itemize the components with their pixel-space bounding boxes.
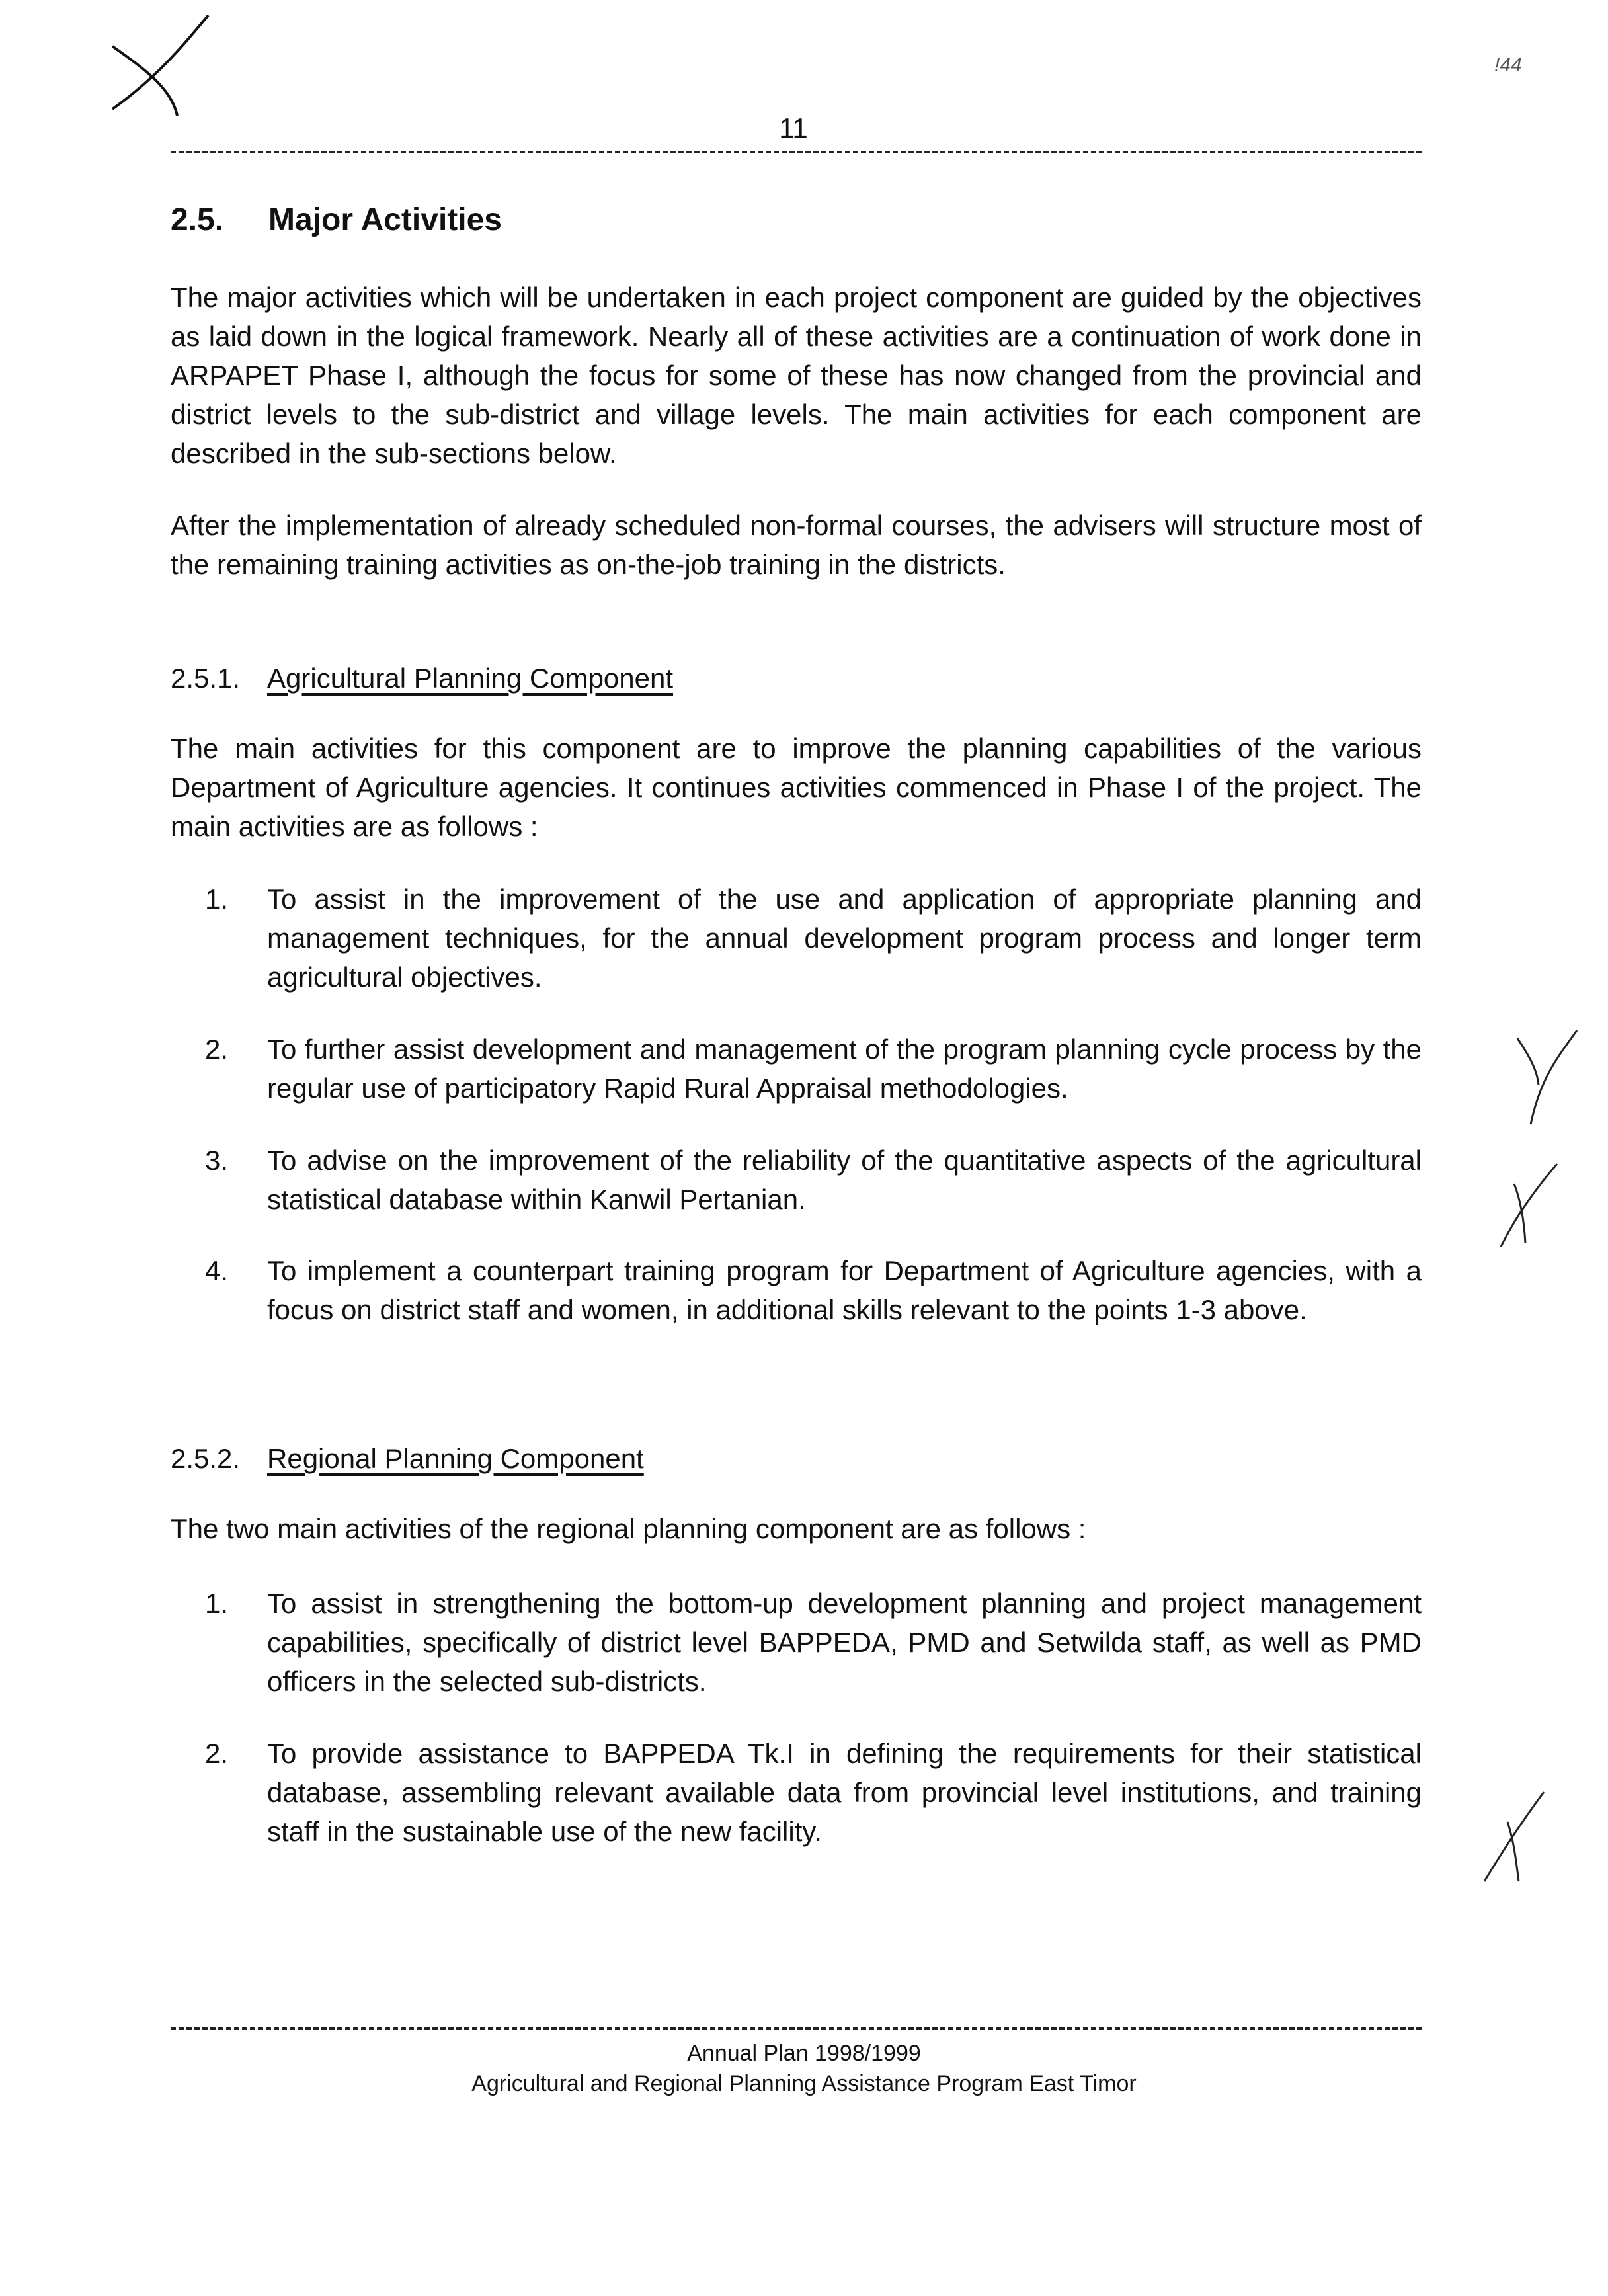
subsection-number: 2.5.1. — [171, 663, 241, 694]
regional-intro: The two main activities of the regional planning component are as follows : — [171, 1513, 1086, 1544]
subsection-title: Regional Planning Component — [267, 1443, 644, 1474]
list-item: 1. To assist in the improvement of the use and application of appropriate planning and management techniques, for the annual development program process and longer term agricultural objectives. — [205, 883, 1422, 993]
large-x-mark-icon — [99, 10, 218, 122]
footer-divider — [171, 2027, 1422, 2030]
footer-plan-title: Annual Plan 1998/1999 — [687, 2041, 921, 2066]
list-item: 2. To further assist development and management of the program planning cycle process by the regular use of participatory Rapid Rural Appraisal methodologies. — [205, 1034, 1422, 1104]
list-item: 1. To assist in strengthening the bottom-up development planning and project management capabilities, specifically of district level BAPPEDA, PMD and Setwilda staff, as well as PMD officers in the selected sub-districts. — [205, 1588, 1422, 1697]
agricultural-intro: The main activities for this component are to improve the planning capabilities of the various Department of Agriculture agencies. It continues activities commenced in Phase I of the project. The main activities are as follows : — [171, 733, 1422, 842]
section-heading — [171, 202, 502, 238]
page-number: 11 — [779, 112, 808, 144]
section-paragraph-2: After the implementation of already scheduled non-formal courses, the advisers will structure most of the remaining training activities as on-the-job training in the districts. — [171, 510, 1422, 580]
corner-stamp: !44 — [1494, 54, 1522, 76]
check-x-mark-icon — [1491, 1161, 1564, 1253]
section-title: Major Activities — [268, 202, 502, 237]
subsection-number: 2.5.2. — [171, 1443, 241, 1474]
subsection-heading-agricultural — [171, 663, 673, 694]
list-item: 3. To advise on the improvement of the reliability of the quantitative aspects of the agricultural statistical database within Kanwil Pertanian. — [205, 1145, 1422, 1215]
footer-program-name: Agricultural and Regional Planning Assistance Program East Timor — [471, 2071, 1137, 2096]
list-item: 2. To provide assistance to BAPPEDA Tk.I in defining the requirements for their statistical database, assembling relevant available data from provincial level institutions, and training staff in the sustainable use of the new facility. — [205, 1738, 1422, 1847]
subsection-heading-regional — [171, 1443, 644, 1475]
header-divider — [171, 151, 1422, 153]
list-item: 4. To implement a counterpart training program for Department of Agriculture agencies, with a focus on district staff and women, in additional skills relevant to the points 1-3 above. — [205, 1255, 1422, 1325]
check-x-mark-icon — [1478, 1789, 1550, 1888]
check-x-mark-icon — [1511, 1025, 1584, 1131]
section-number: 2.5. — [171, 202, 224, 237]
subsection-title: Agricultural Planning Component — [267, 663, 674, 694]
section-paragraph-1: The major activities which will be undertaken in each project component are guided by the objectives as laid down in the logical framework. Nearly all of these activities are a continuation of work done in ARPAPET Phase I, although the focus for some of these has now changed from the provincial and district levels to the sub-district and village levels. The main activities for each component are described in the sub-sections below. — [171, 282, 1422, 469]
